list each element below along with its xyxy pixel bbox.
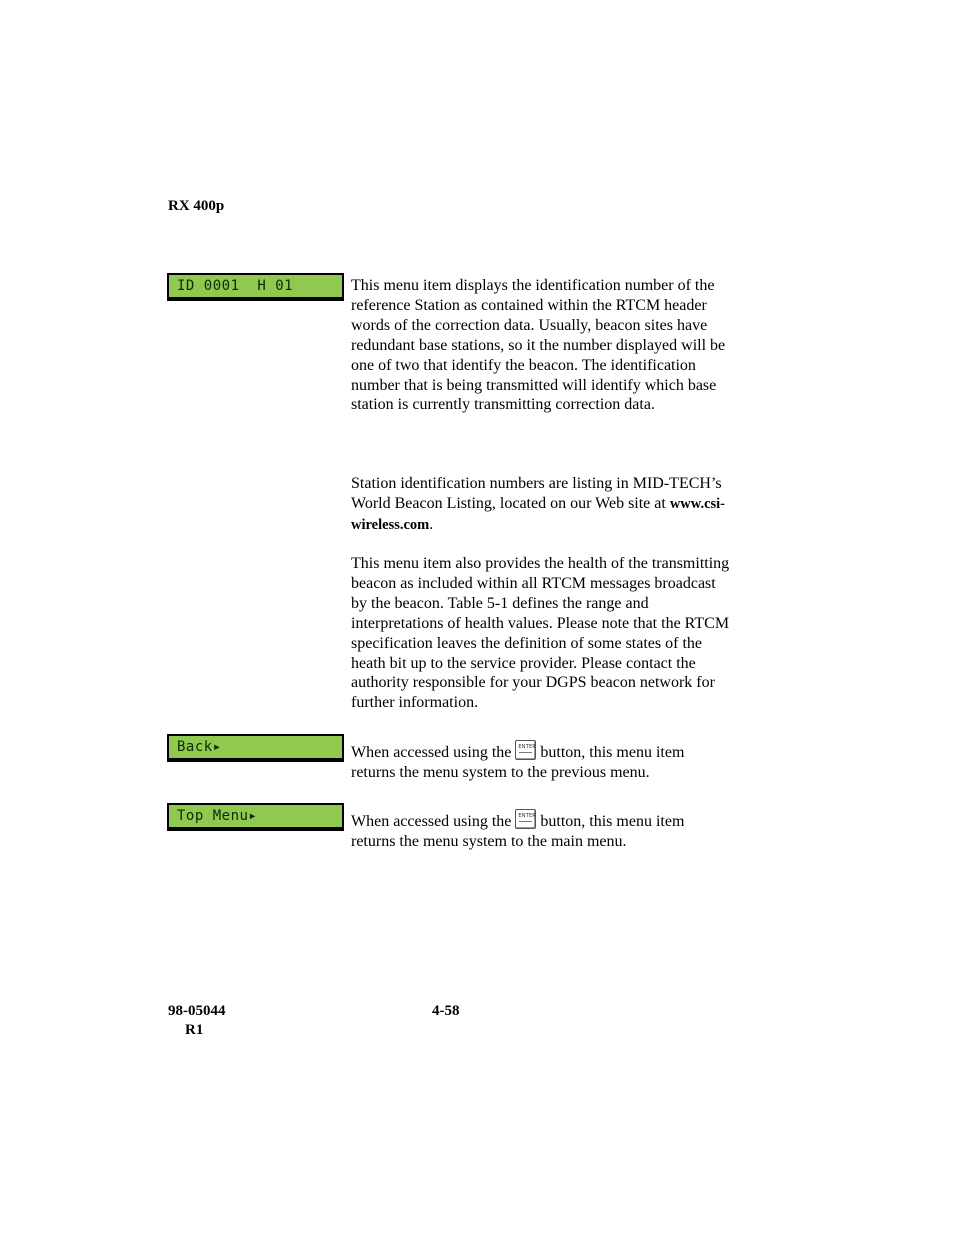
website-link[interactable]: www.csi-wireless.com bbox=[351, 495, 726, 533]
back-text-prefix: When accessed using the bbox=[351, 744, 516, 761]
revision: R1 bbox=[185, 1022, 204, 1038]
doc-number: 98-05044 bbox=[168, 1003, 226, 1019]
back-text-suffix: button, this menu item returns the menu system to the previous menu. bbox=[351, 744, 685, 781]
station-listing-paragraph bbox=[351, 474, 731, 536]
id-description: This menu item displays the identification number of the reference Station as contained within the RTCM header words of the correction data. Usually, beacon sites have redundant base stations, so it the number displayed will be one of two that identify the beacon. The identification number that is being transmitted will identify which base station is currently transmitting correction data. bbox=[351, 277, 726, 414]
station-listing-text: Station identification numbers are listing in MID-TECH’s World Beacon Listing, located on our Web site at bbox=[351, 475, 722, 512]
footer-doc-info bbox=[168, 1002, 226, 1040]
enter-key-label: ENTER bbox=[518, 813, 536, 819]
page-number: 4-58 bbox=[432, 1003, 460, 1019]
top-menu-description bbox=[351, 809, 731, 852]
station-listing-end: . bbox=[429, 515, 434, 533]
enter-key-icon bbox=[515, 809, 536, 829]
back-description bbox=[351, 740, 731, 783]
enter-key-label: ENTER bbox=[518, 744, 536, 750]
lcd-top-menu-screen: Top Menu▸ bbox=[167, 803, 344, 829]
enter-key-icon bbox=[515, 740, 536, 760]
lcd-id-screen: ID 0001 H 01 bbox=[167, 273, 344, 299]
top-text-prefix: When accessed using the bbox=[351, 813, 516, 830]
top-text-suffix: button, this menu item returns the menu system to the main menu. bbox=[351, 813, 685, 850]
health-description: This menu item also provides the health of the transmitting beacon as included within all RTCM messages broadcast by the beacon. Table 5-1 defines the range and interpretations of health values. Please note that the RTCM specification leaves the definition of some states of the heath bit up to the service provider. Please contact the authority responsible for your DGPS beacon network for further information. bbox=[351, 555, 730, 712]
lcd-back-screen: Back▸ bbox=[167, 734, 344, 760]
header-title: RX 400p bbox=[168, 198, 225, 214]
